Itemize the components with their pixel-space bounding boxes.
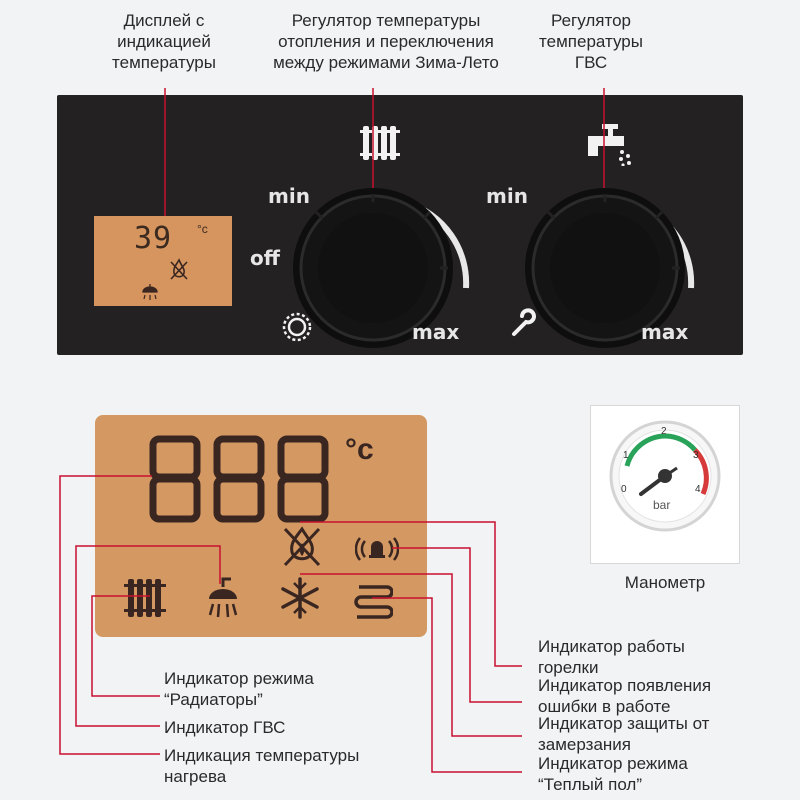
- callout-radiators: Индикатор режима “Радиаторы”: [164, 669, 314, 709]
- gauge-tick-4: 4: [695, 484, 701, 495]
- gauge-tick-2: 2: [661, 426, 667, 437]
- dhw-knob-label: Регулятор температуры ГВС: [539, 11, 643, 72]
- gauge-tick-1: 1: [623, 450, 629, 461]
- dhw-min-label: min: [486, 184, 528, 208]
- callout-error: Индикатор появления ошибки в работе: [538, 676, 712, 716]
- gauge-caption: Манометр: [624, 573, 706, 592]
- callout-dhw: Индикатор ГВС: [164, 718, 286, 737]
- display-label: Дисплей с индикацией температуры: [112, 11, 216, 72]
- heating-off-label: off: [250, 246, 280, 270]
- callout-frost: Индикатор защиты от замерзания: [538, 714, 710, 754]
- gauge-tick-3: 3: [693, 450, 699, 461]
- gauge-unit: bar: [653, 498, 671, 512]
- dhw-max-label: max: [641, 320, 689, 344]
- heating-knob-label: Регулятор температуры отопления и переключения между режимами Зима-Лето: [273, 11, 499, 72]
- mini-display-temperature: 39: [134, 221, 173, 256]
- callout-floor: Индикатор режима “Теплый пол”: [538, 754, 688, 794]
- callout-heating-temp: Индикация температуры нагрева: [164, 746, 360, 786]
- heating-min-label: min: [268, 184, 310, 208]
- big-display-unit: °c: [345, 433, 374, 466]
- callout-burner: Индикатор работы горелки: [538, 637, 685, 677]
- mini-display-unit: °c: [197, 222, 208, 236]
- heating-max-label: max: [412, 320, 460, 344]
- gauge-tick-0: 0: [621, 484, 627, 495]
